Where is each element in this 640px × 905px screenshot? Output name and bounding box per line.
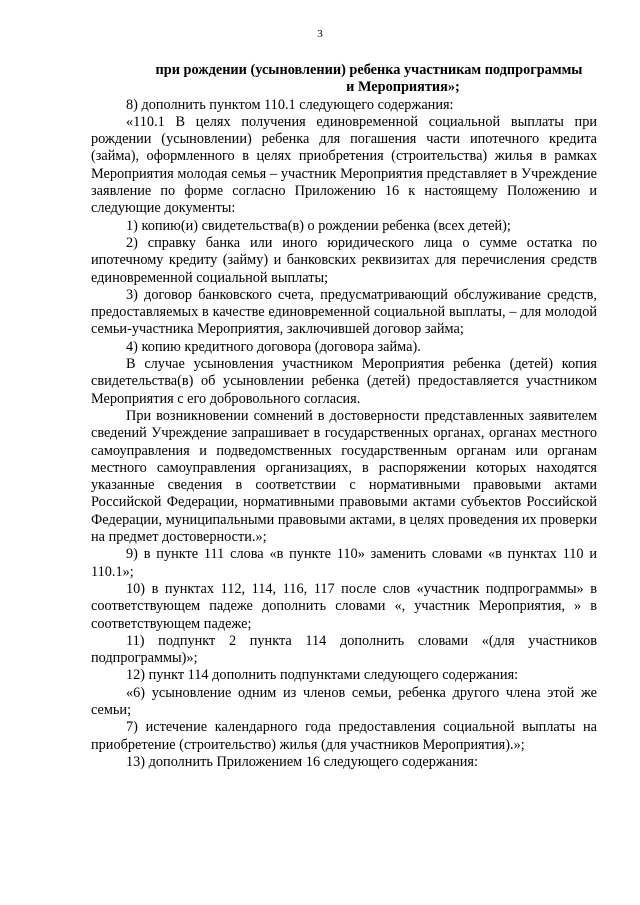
paragraph-subitem-6: «6) усыновление одним из членов семьи, ребенка другого члена этой же семьи; (91, 684, 597, 718)
paragraph-verification: При возникновении сомнений в достоверности представленных заявителем сведений Учреждение запрашивает в государственных органах, органах местного самоуправления и подведомственных государственным органам или органам местного самоуправления организациях, в распоряжении которых находятся указанные сведения в соответствии с нормативными правовыми актами Российской Федерации, нормативными правовыми актами субъектов Российской Федерации, муниципальными правовыми актами, в целях проведения их проверки на предмет достоверности.»; (91, 407, 597, 546)
paragraph-item-9: 9) в пункте 111 слова «в пункте 110» заменить словами «в пунктах 110 и 110.1»; (91, 546, 597, 580)
paragraph-doc-4: 4) копию кредитного договора (договора займа). (126, 338, 421, 355)
paragraph-doc-3: 3) договор банковского счета, предусматривающий обслуживание средств, предоставляемых в качестве единовременной социальной выплаты, – для молодой семьи-участника Мероприятия, заключившей договор займа; (91, 286, 597, 338)
paragraph-doc-1: 1) копию(и) свидетельства(в) о рождении ребенка (всех детей); (126, 217, 511, 234)
paragraph-item-8: 8) дополнить пунктом 110.1 следующего содержания: (126, 96, 454, 113)
document-body (91, 62, 597, 771)
page-number: 3 (317, 28, 323, 40)
paragraph-item-13: 13) дополнить Приложением 16 следующего содержания: (126, 753, 478, 770)
paragraph-doc-2: 2) справку банка или иного юридического лица о сумме остатка по ипотечному кредиту (займу) и банковских реквизитах для перечисления средств единовременной социальной выплаты; (91, 234, 597, 286)
paragraph-110-1: «110.1 В целях получения единовременной социальной выплаты при рождении (усыновлении) ребенка для погашения части ипотечного кредита (займа), оформленного в целях приобретения (строительства) жилья в рамках Мероприятия молодая семья – участник Мероприятия представляет в Учреждение заявление по форме согласно Приложению 16 к настоящему Положению и следующие документы: (91, 113, 597, 217)
paragraph-adoption: В случае усыновления участником Мероприятия ребенка (детей) копия свидетельства(в) об усыновлении ребенка (детей) предоставляется участником Мероприятия с его добровольного согласия. (91, 356, 597, 407)
paragraph-item-11: 11) подпункт 2 пункта 114 дополнить словами «(для участников подпрограммы)»; (91, 632, 597, 667)
paragraph-item-10: 10) в пунктах 112, 114, 116, 117 после слов «участник подпрограммы» в соответствующем падеже дополнить словами «, участник Мероприятия, » в соответствующем падеже; (91, 580, 597, 632)
heading-line-1: при рождении (усыновлении) ребенка участникам подпрограммы (155, 62, 583, 78)
section-heading (91, 62, 597, 97)
paragraph-subitem-7: 7) истечение календарного года предоставления социальной выплаты на приобретение (строительство) жилья (для участников Мероприятия).»; (91, 719, 597, 753)
heading-line-2: и Мероприятия»; (346, 79, 460, 96)
paragraph-item-12: 12) пункт 114 дополнить подпунктами следующего содержания: (126, 667, 519, 684)
